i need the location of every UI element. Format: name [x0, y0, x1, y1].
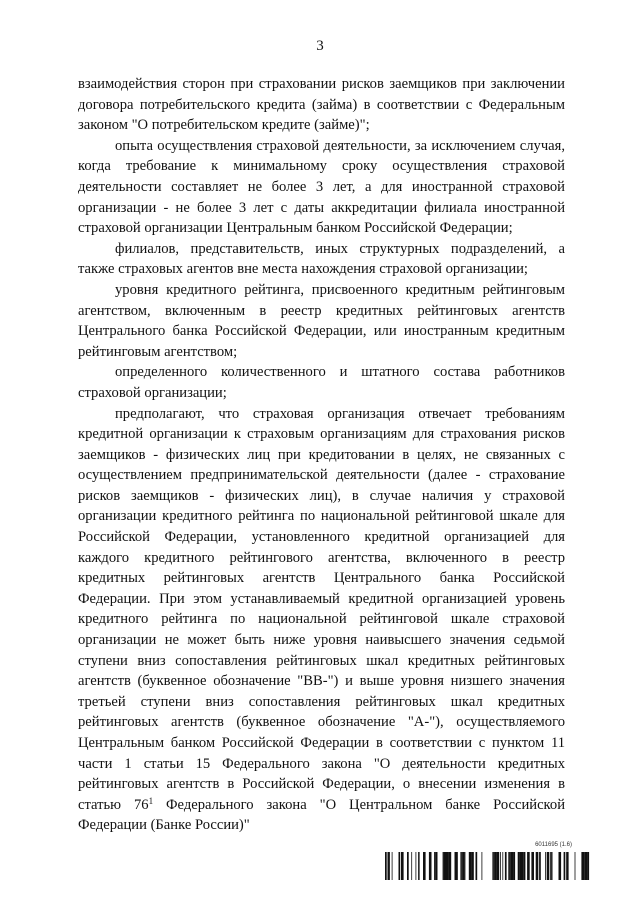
paragraph-6-tail: Федерального закона "О Центральном банке Российской Федерации (Банке России)": [78, 796, 565, 834]
barcode-bar: [539, 852, 541, 880]
barcode-image: [385, 852, 591, 880]
barcode-bar: [399, 852, 401, 880]
barcode-bar: [385, 852, 387, 880]
barcode-bar: [566, 852, 567, 880]
barcode-bar: [527, 852, 530, 880]
barcode-bar: [469, 852, 472, 880]
barcode-bar: [522, 852, 524, 880]
barcode-bar: [547, 852, 550, 880]
superscript-index: 1: [148, 795, 154, 806]
barcode-bar: [455, 852, 458, 880]
barcode-bar: [536, 852, 539, 880]
barcode-bar: [429, 852, 432, 880]
barcode-bar: [461, 852, 463, 880]
barcode-bar: [401, 852, 404, 880]
barcode-bar: [587, 852, 589, 880]
paragraph-6-text: предполагают, что страховая организация отвечает требованиям кредитной организации к страховым организациям для страхования рисков заемщиков - физических лиц при кредитовании в целях, не связанных с осуществлением предпринимательской деятельности (далее - страхование рисков заемщиков - физических лиц), в случае наличия у страховой организации кредитного рейтинга по национальной рейтинговой шкале для Российской Федерации, установленного кредитной организацией для каждого кредитного рейтингового агентства, включенного в реестр кредитных рейтинговых агентств Центрального банка Российской Федерации. При этом устанавливаемый кредитной организацией уровень кредитного рейтинга по национальной рейтинговой шкале страховой организации не может быть ниже уровня наивысшего значения седьмой ступени вниз сопоставления рейтинговых шкал кредитных рейтинговых агентств (буквенное обозначение "BB-") и выше уровня низшего значения третьей ступени вниз сопоставления рейтинговых шкал кредитных рейтинговых агентств (буквенное обозначение "A-"), осуществляемого Центральным банком Российской Федерации в соответствии с пунктом 11 части 1 статьи 15 Федерального закона "О деятельности кредитных рейтинговых агентств в Российской Федерации, о внесении изменения в статью 76: [78, 405, 565, 813]
barcode-bar: [513, 852, 515, 880]
document-code: 6011695 (1.6): [535, 842, 572, 848]
barcode-bar: [581, 852, 584, 880]
document-body: [78, 74, 565, 836]
paragraph-6: [78, 404, 565, 836]
barcode-bar: [446, 852, 449, 880]
barcode-bar: [443, 852, 444, 880]
barcode-bar: [493, 852, 495, 880]
barcode-bar: [419, 852, 420, 880]
barcode-bar: [524, 852, 526, 880]
barcode-bar: [567, 852, 569, 880]
barcode-bar: [492, 852, 493, 880]
barcode-bar: [511, 852, 514, 880]
barcode-bar: [423, 852, 426, 880]
barcode-bar: [449, 852, 452, 880]
barcode-bar: [508, 852, 509, 880]
barcode-bar: [434, 852, 436, 880]
barcode-bar: [392, 852, 393, 880]
barcode-bar: [411, 852, 412, 880]
barcode-bar: [418, 852, 419, 880]
barcode-bar: [416, 852, 417, 880]
barcode-bar: [388, 852, 390, 880]
barcode-bar: [519, 852, 522, 880]
barcode-bar: [457, 852, 458, 880]
barcode-bar: [407, 852, 409, 880]
barcode-bar: [436, 852, 438, 880]
barcode-bar: [460, 852, 461, 880]
barcode-bar: [531, 852, 534, 880]
barcode-bar: [505, 852, 507, 880]
paragraph-1: взаимодействия сторон при страховании рисков заемщиков при заключении договора потребительского кредита (займа) в соответствии с Федеральным законом "О потребительском кредите (займе)";: [78, 76, 565, 134]
page-number: 3: [316, 38, 324, 54]
barcode-bar: [545, 852, 546, 880]
barcode-bar: [471, 852, 473, 880]
barcode-bar: [443, 852, 446, 880]
paragraph-2: опыта осуществления страховой деятельности, за исключением случая, когда требование к минимальному сроку осуществления страховой деятельности составляет не более 3 лет, а для иностранной страховой организации - не более 3 лет с даты аккредитации филиала иностранной страховой организации Центральным банком Российской Федерации;: [78, 137, 565, 237]
barcode-bar: [509, 852, 511, 880]
barcode-bar: [497, 852, 500, 880]
paragraph-3: филиалов, представительств, иных структурных подразделений, а также страховых агентов вне места нахождения страховой организации;: [78, 240, 565, 278]
barcode-bar: [551, 852, 552, 880]
barcode-bar: [476, 852, 478, 880]
barcode-bar: [564, 852, 566, 880]
barcode-bar: [463, 852, 465, 880]
barcode-bar: [473, 852, 474, 880]
barcode-bar: [482, 852, 483, 880]
barcode-bar: [465, 852, 466, 880]
paragraph-5: определенного количественного и штатного состава работников страховой организации;: [78, 364, 565, 401]
barcode-bar: [559, 852, 562, 880]
barcode-bar: [585, 852, 588, 880]
barcode-bar: [518, 852, 520, 880]
paragraph-4: уровня кредитного рейтинга, присвоенного кредитным рейтинговым агентством, включенным в реестр кредитных рейтинговых агентств Центрального банка Российской Федерации, или иностранным кредитным рейтинговым агентством;: [78, 281, 565, 360]
barcode-bar: [550, 852, 551, 880]
barcode-bar: [575, 852, 576, 880]
barcode-bar: [502, 852, 503, 880]
barcode-bar: [500, 852, 501, 880]
barcode-bar: [584, 852, 585, 880]
barcode-bar: [552, 852, 553, 880]
barcode-bar: [389, 852, 390, 880]
barcode-bar: [495, 852, 497, 880]
